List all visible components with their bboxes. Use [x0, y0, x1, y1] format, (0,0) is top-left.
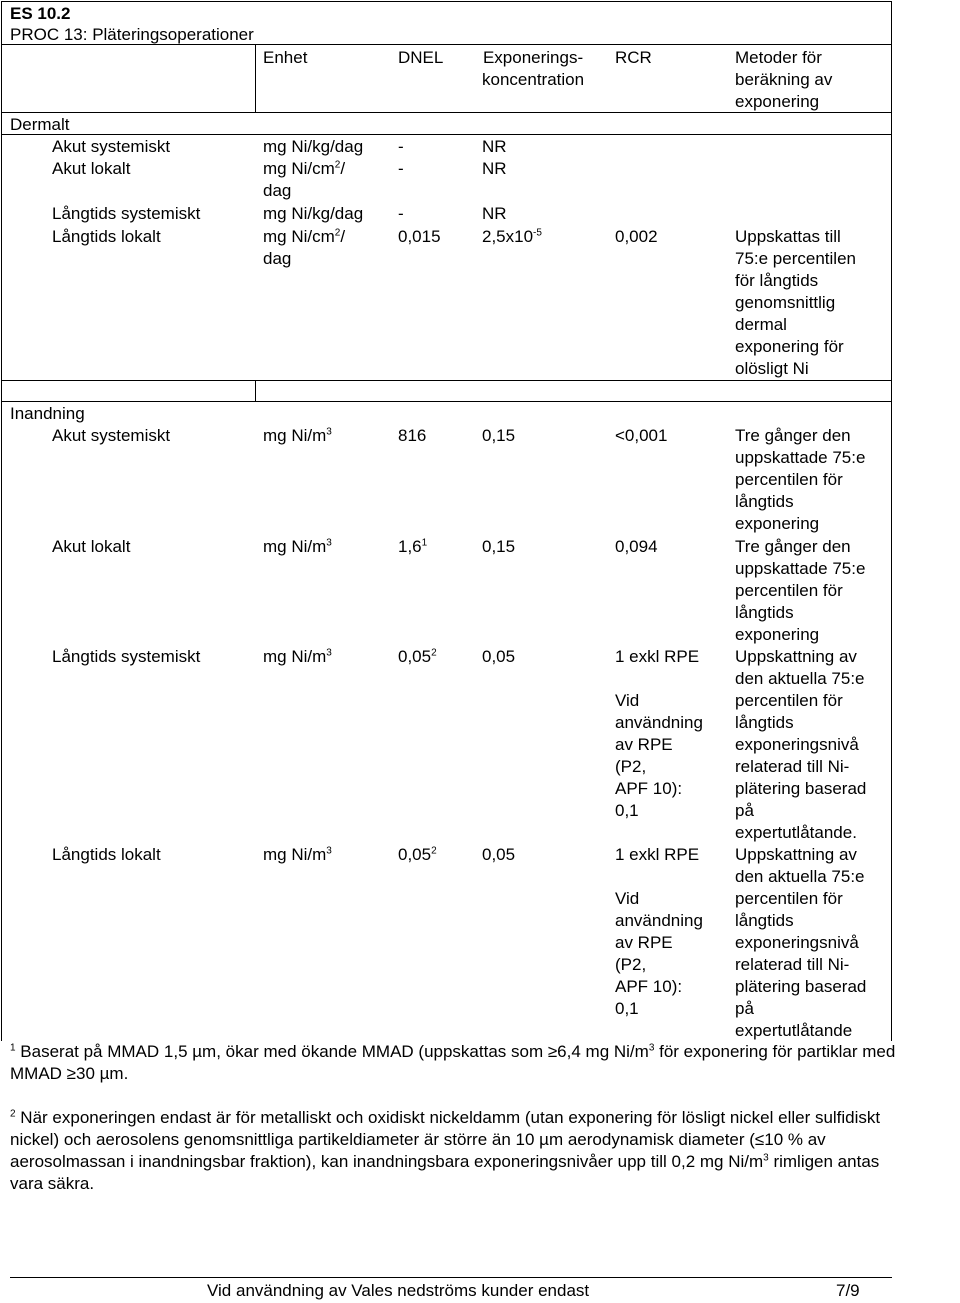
- row-unit: mg $Ni/cm^2/$: [263, 227, 346, 246]
- footer-rule: [10, 1277, 892, 1278]
- header-rcr: RCR: [615, 48, 652, 67]
- table-divider: [255, 44, 256, 113]
- row-method: Tre gånger den uppskattade 75:e percentilen för långtids exponering: [735, 537, 866, 644]
- row-unit: mg $Ni/cm^2/$: [263, 159, 346, 178]
- header-method: Metoder för beräkning av exponering: [735, 48, 833, 111]
- row-rcr-rpe: Vid användning av RPE (P2, APF 10): 0,1: [615, 691, 703, 820]
- footer-text: Vid användning av Vales nedströms kunder endast: [207, 1281, 590, 1300]
- row-name: Akut systemiskt: [52, 426, 171, 445]
- footnote-1: $^1$ Baserat på MMAD 1,5 µm, ökar med ökande MMAD (uppskattas som ≥6,4 mg $Ni/m^3$ för exponering för partiklar med MMAD ≥30 µm.: [10, 1042, 896, 1083]
- footnote-2: $^2$ När exponeringen endast är för metalliskt och oxidiskt nickeldamm (utan exponering för lösligt nickel eller sulfidiskt nickel) och aerosolens genomsnittliga partikeldiameter är större än 10 µm aerodynamisk diameter (≤10 % av aerosolmassan i inandningsbar fraktion), kan inandningsbara exponeringsnivåer upp till 0,2 mg $Ni/m^3$ rimligen antas vara säkra.: [10, 1108, 881, 1193]
- row-dnel: $1,6^1$: [398, 537, 428, 556]
- row-exposure: 0,15: [482, 537, 516, 556]
- row-exposure: NR: [482, 159, 507, 178]
- row-method: Uppskattas till 75:e percentilen för långtids genomsnittlig dermal exponering för olösligt Ni: [735, 227, 856, 378]
- section-title: PROC 13: Pläteringsoperationer: [10, 25, 254, 44]
- inhalation-heading: Inandning: [10, 404, 85, 423]
- row-exposure: 0,15: [482, 426, 516, 445]
- table-divider: [1, 134, 892, 135]
- row-method: Tre gånger den uppskattade 75:e percentilen för långtids exponering: [735, 426, 866, 533]
- row-method: Uppskattning av den aktuella 75:e percentilen för långtids exponeringsnivå relaterad till Ni- plätering baserad på expertutlåtande: [735, 845, 867, 1040]
- header-dnel: DNEL: [398, 48, 444, 67]
- row-dnel: 0,05$^2$: [398, 845, 437, 864]
- row-rcr: <0,001: [615, 426, 668, 445]
- row-dnel: -: [398, 137, 404, 156]
- row-name: Långtids lokalt: [52, 845, 161, 864]
- row-name: Akut lokalt: [52, 159, 131, 178]
- table-divider: [1, 401, 892, 402]
- header-exposure: Exponerings- koncentration: [482, 48, 585, 89]
- row-name: Långtids systemiskt: [52, 647, 201, 666]
- row-rcr-rpe: Vid användning av RPE (P2, APF 10): 0,1: [615, 889, 703, 1018]
- row-unit: mg $Ni/m^3$: [263, 426, 332, 445]
- row-rcr: 0,094: [615, 537, 658, 556]
- table-border-left: [1, 1, 2, 1041]
- table-divider: [255, 380, 256, 402]
- row-name: Långtids lokalt: [52, 227, 161, 246]
- section-number: ES 10.2: [10, 4, 71, 23]
- row-exposure: 0,05: [482, 845, 516, 864]
- page-number: 7/9: [836, 1281, 860, 1300]
- row-unit: mg $Ni/m^3$: [263, 537, 332, 556]
- dermal-heading: Dermalt: [10, 115, 70, 134]
- row-exposure: $2,5x10^{-5}$: [482, 227, 542, 246]
- row-unit: mg $Ni/m^3$: [263, 647, 332, 666]
- row-unit: mg $Ni/m^3$: [263, 845, 332, 864]
- table-border-right: [891, 1, 892, 1041]
- row-rcr: 1 exkl RPE: [615, 845, 700, 864]
- row-exposure: NR: [482, 204, 507, 223]
- row-method: Uppskattning av den aktuella 75:e percentilen för långtids exponeringsnivå relaterad till Ni- plätering baserad på expertutlåtande.: [735, 647, 867, 842]
- row-rcr: 1 exkl RPE: [615, 647, 700, 666]
- row-unit-cont: dag: [263, 249, 292, 268]
- row-unit: mg Ni/kg/dag: [263, 204, 364, 223]
- row-dnel: 0,015: [398, 227, 441, 246]
- row-dnel: 816: [398, 426, 427, 445]
- row-unit-cont: dag: [263, 181, 292, 200]
- row-dnel: -: [398, 204, 404, 223]
- row-exposure: NR: [482, 137, 507, 156]
- header-unit: Enhet: [263, 48, 308, 67]
- table-border-top: [1, 1, 892, 2]
- row-name: Långtids systemiskt: [52, 204, 201, 223]
- row-name: Akut systemiskt: [52, 137, 171, 156]
- row-unit: mg Ni/kg/dag: [263, 137, 364, 156]
- row-rcr: 0,002: [615, 227, 658, 246]
- row-dnel: 0,05$^2$: [398, 647, 437, 666]
- row-name: Akut lokalt: [52, 537, 131, 556]
- row-dnel: -: [398, 159, 404, 178]
- table-divider: [1, 380, 892, 381]
- row-exposure: 0,05: [482, 647, 516, 666]
